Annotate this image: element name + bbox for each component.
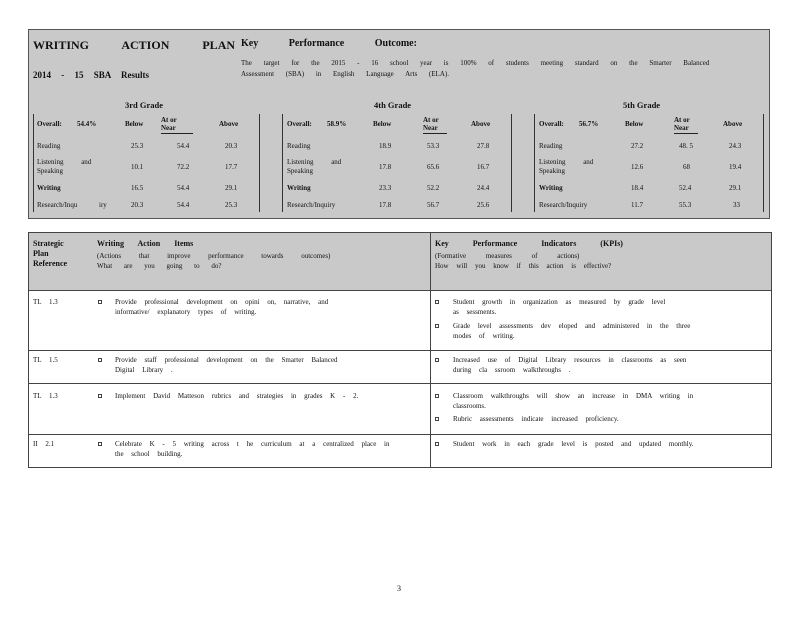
grade-3-panel: Overall: 54.4% Below At or Near Above Reading 25.3 54.4 20.3 Listening and Speaking 10.1 72.2 17.7 Writing 16.5 54.4 29.1 Research/Inqu iry 20.3 54.4 25.3 [37, 116, 239, 209]
col-above: Above [219, 120, 239, 128]
grade-divider [259, 114, 260, 212]
page-number: 3 [397, 584, 401, 593]
col-near: Near [423, 124, 447, 134]
header-items-question: What are you going to do? [97, 262, 222, 270]
grade-4-title: 4th Grade [374, 100, 412, 110]
grade-5-panel: Overall: 56.7% Below At or Near Above Reading 27.2 48. 5 24.3 Listening and Speaking 12.6 68 19.4 Writing 18.4 52.4 29.1 Research/Inquiry 11.7 55.3 33 [539, 116, 743, 209]
bullet-icon [435, 324, 439, 328]
col-near: Near [674, 124, 698, 134]
kpo-text: The target for the 2015 - 16 school year is 100% of students meeting standard on the Smarter Balanced Assessment (SBA) in English Language Arts (ELA). [241, 59, 710, 78]
bullet-icon [98, 300, 102, 304]
col-at-or: At or [423, 116, 439, 124]
kpi-item: Grade level assessments dev eloped and administered in the three [453, 322, 691, 330]
row-divider [29, 350, 771, 351]
header-kpi-question: How will you know if this action is effective? [435, 262, 612, 270]
action-item: the school building. [115, 450, 183, 458]
kpi-item: Increased use of Digital Library resources in classrooms as seen [453, 356, 687, 364]
bullet-icon [98, 442, 102, 446]
action-item: Digital Library . [115, 366, 173, 374]
grade-divider [763, 114, 764, 212]
overall-value: 58.9% [327, 120, 347, 128]
sba-results-heading: 2014 - 15 SBA Results [33, 70, 150, 80]
kpi-item: Student growth in organization as measured by grade level [453, 298, 666, 306]
col-at-or: At or [161, 116, 177, 124]
overall-label: Overall: [287, 120, 312, 128]
grade-divider [33, 114, 34, 212]
bullet-icon [435, 442, 439, 446]
grade-divider [511, 114, 512, 212]
col-above: Above [471, 120, 491, 128]
action-item: Provide staff professional development on the Smarter Balanced [115, 356, 338, 364]
col-near: Near [161, 124, 193, 134]
action-plan-table [28, 232, 772, 468]
bullet-icon [435, 300, 439, 304]
overall-value: 54.4% [77, 120, 97, 128]
bullet-icon [435, 394, 439, 398]
kpo-heading: Key Performance Outcome: [241, 38, 417, 49]
col-above: Above [723, 120, 743, 128]
overall-label: Overall: [37, 120, 62, 128]
header-ref-1: Strategic [33, 239, 64, 248]
kpi-item: as sessments. [453, 308, 497, 316]
kpi-item: classrooms. [453, 402, 486, 410]
header-ref-3: Reference [33, 259, 68, 268]
action-item: Celebrate K - 5 writing across t he curriculum at a centralized place in [115, 440, 390, 448]
header-ref-2: Plan [33, 249, 49, 258]
header-items-title: Writing Action Items [97, 239, 194, 248]
action-item: informative/ explanatory types of writing. [115, 308, 257, 316]
kpi-item: during cla ssroom walkthroughs . [453, 366, 571, 374]
grade-4-panel: Overall: 58.9% Below At or Near Above Reading 18.9 53.3 27.8 Listening and Speaking 17.8 65.6 16.7 Writing 23.3 52.2 24.4 Research/Inquiry 17.8 56.7 25.6 [287, 116, 491, 209]
row-divider [29, 290, 771, 291]
kpi-item: Classroom walkthroughs will show an increase in DMA writing in [453, 392, 694, 400]
bullet-icon [98, 358, 102, 362]
grade-5-title: 5th Grade [623, 100, 661, 110]
overall-value: 56.7% [579, 120, 599, 128]
action-item: Provide professional development on opini on, narrative, and [115, 298, 329, 306]
grade-divider [282, 114, 283, 212]
row-divider [29, 383, 771, 384]
header-kpi-sub: (Formative measures of actions) [435, 252, 580, 260]
col-below: Below [125, 120, 144, 128]
table-header [29, 233, 771, 290]
kpi-item: Rubric assessments indicate increased proficiency. [453, 415, 619, 423]
plan-reference: TL 1.3 [33, 298, 58, 306]
overall-label: Overall: [539, 120, 564, 128]
action-item: Implement David Matteson rubrics and strategies in grades K - 2. [115, 392, 359, 400]
plan-reference: TL 1.5 [33, 356, 58, 364]
row-divider [29, 434, 771, 435]
bullet-icon [435, 358, 439, 362]
bullet-icon [435, 417, 439, 421]
bullet-icon [98, 394, 102, 398]
header-items-sub: (Actions that improve performance towards outcomes) [97, 252, 331, 260]
plan-title: WRITING ACTION PLAN [33, 38, 236, 52]
grade-3-title: 3rd Grade [125, 100, 164, 110]
results-summary-box [28, 29, 770, 219]
col-at-or: At or [674, 116, 690, 124]
col-below: Below [625, 120, 644, 128]
header-kpi-title: Key Performance Indicators (KPIs) [435, 239, 623, 248]
plan-reference: TL 1.3 [33, 392, 58, 400]
kpi-item: modes of writing. [453, 332, 515, 340]
kpi-item: Student work in each grade level is posted and updated monthly. [453, 440, 694, 448]
plan-reference: II 2.1 [33, 440, 55, 448]
col-below: Below [373, 120, 392, 128]
grade-divider [534, 114, 535, 212]
